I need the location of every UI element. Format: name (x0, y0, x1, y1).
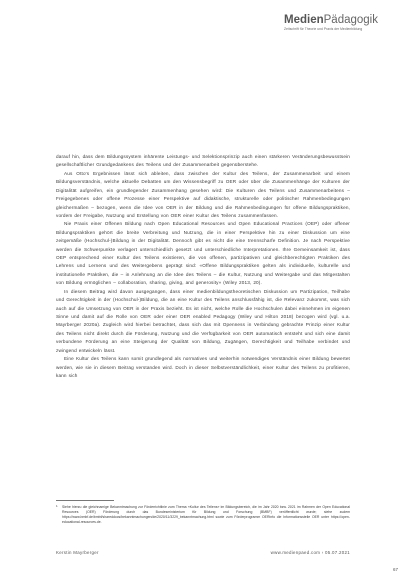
footnote-text: Siehe hierzu die gleichnamige Bekanntmachung zur Förderrichtlinie zum Thema «Kultur des Teilens» im Bildungsbereich, die im Jahr 2020 bzw. 2021 im Rahmen der Open Educational Resources (OER) Förderung durch das Bundesministerium für Bildung und Forschung (BMBF) veröffentlicht wurde; siehe zudem https://www.bmbf.de/bmbf/shareddocs/bekanntmachungen/de/2020/11/3229_bekanntmachung.html sowie zum Förderprogramm OERinfo die Informationsstelle OER unter https://open-educational-resources.de. (62, 505, 350, 525)
paragraph-1: darauf hin, dass dem Bildungssystem inhärente Leistungs- und Selektionsprinzip auch einen stärkeren Veränderungsbewusstsein gesellschaftlicher Grundgedankens des Teilens und der Zusammenarbeit gegenüberstehe. (56, 154, 350, 168)
paragraph-4: In diesem Beitrag wird davon ausgegangen, dass einer medienbildungstheoretischen Diskussion um Partizipation, Teilhabe und Gerechtigkeit in der (Hochschul-)Bildung, die an eine Kultur des Teilens anschlussfähig ist, die Relevanz zukommt, was sich auch auf die Umsetzung von OER in der Praxis bezieht. Es ist nicht, welche Rolle die Hochschulen dabei einnehmen im eigenen Sinne und damit auf die Rolle von OER oder einer OER enabled Pedagogy (Wiley und Hilton 2018) bezogen wird (vgl. u.a. Mayrberger 2020a). Zugleich wird hierbei betrachtet, dass sich das mit Openness in Verbindung gebrachte Prinzip einer Kultur des Teilens nicht direkt durch die Förderung, Nutzung und die Verfügbarkeit von OER automatisch entsteht und sich eine damit verbundene Förderung an eine Steigerung der Qualität von Bildung, Zugängen, Gerechtigkeit und Teilhabe verbindet und zwingend entwickeln lässt. (56, 288, 350, 353)
paragraph-3: Nie Praxis einer Offenen Bildung nach Open Educational Resources und Open Educational Practices (OEP) oder offener Bildungspraktiken gehört die breite Verbreitung und Nutzung, die in einer Perspektive hin zu einer Diskussion um eine zeitgemäße (Hochschul-)Bildung in der Digitalität. Dennoch gibt es nicht die eine trennscharfe Definition. Je nach Perspektive werden die Schwerpunkte verlagert unterschiedlich gesetzt und unterschiedliche Interpretationen. Ihre Gemeinsamkeit ist, dass OEP entsprechend einer Kultur des Teilens existieren, die von offenen, partizipativen und gleichberechtigten Praktiken des Lehrens und Lernens und des Weitergebens geprägt sind: «Offene Bildungspraktiken gelten als individuelle, kulturelle und institutionelle Praktiken, die – in Anlehnung an die Idee des Teilens – die Kultur, Nutzung und Weitergabe und das Mitgestalten von Bildung ermöglichen – collaboration, sharing, giving, and generosity» (Wiley 2013, 20). (56, 221, 350, 286)
footer-author: Kerstin Mayrberger (56, 550, 99, 555)
footnote-divider (56, 500, 114, 501)
journal-subtitle: Zeitschrift für Theorie und Praxis der Medienbildung (284, 27, 363, 31)
page-number: 67 (393, 567, 399, 572)
footnote (56, 505, 350, 525)
footnote-text-container (56, 505, 350, 525)
paragraph-2: Aus Otto's Ergebnissen lässt sich ableiten, dass zwischen der Kultur des Teilens, der Zusammenarbeit und einem Bildungsverständnis, welche aktuelle Debatten um den Wissensbegriff zu OER oder über die Zusammenhänge der Kulturen der Digitalität aufgreifen, ein grundlegender Zusammenhang gesehen wird: Die Kulturen des Teilens und Zusammenarbeitens – Freigegebenes oder offene Prozesse einer Perspektive auf didaktische, strukturelle oder politischer Rahmenbedingungen gleichermaßen – bezogen, wenn die Idee von OER in der Bildung und die Rahmenbedingungen für offene Bildungspraktiken, vordem der Freigabe, Nutzung und Erstellung von OER einer Kultur des Teilens zusammenfassen. (56, 170, 350, 218)
journal-logo (284, 14, 406, 31)
article-body (56, 153, 350, 380)
paragraph-5: Eine Kultur des Teilens kann somit grundlegend als normatives und weiterhin notwendiges Verständnis einer Bildung bewertet werden, wie sie in diesem Beitrag verstanden wird. Doch in dieser Selbstverständlichkeit, einer Kultur des Teilens zu profitieren, kann sich (56, 356, 350, 378)
journal-title (284, 14, 406, 27)
page-footer (56, 550, 350, 558)
journal-title-bold: Medien (284, 14, 324, 26)
footer-url[interactable]: www.medienpaed.com › 05.07.2021 (270, 550, 350, 555)
journal-title-light: Pädagogik (323, 14, 378, 26)
footnote-marker: 1 (56, 504, 58, 508)
